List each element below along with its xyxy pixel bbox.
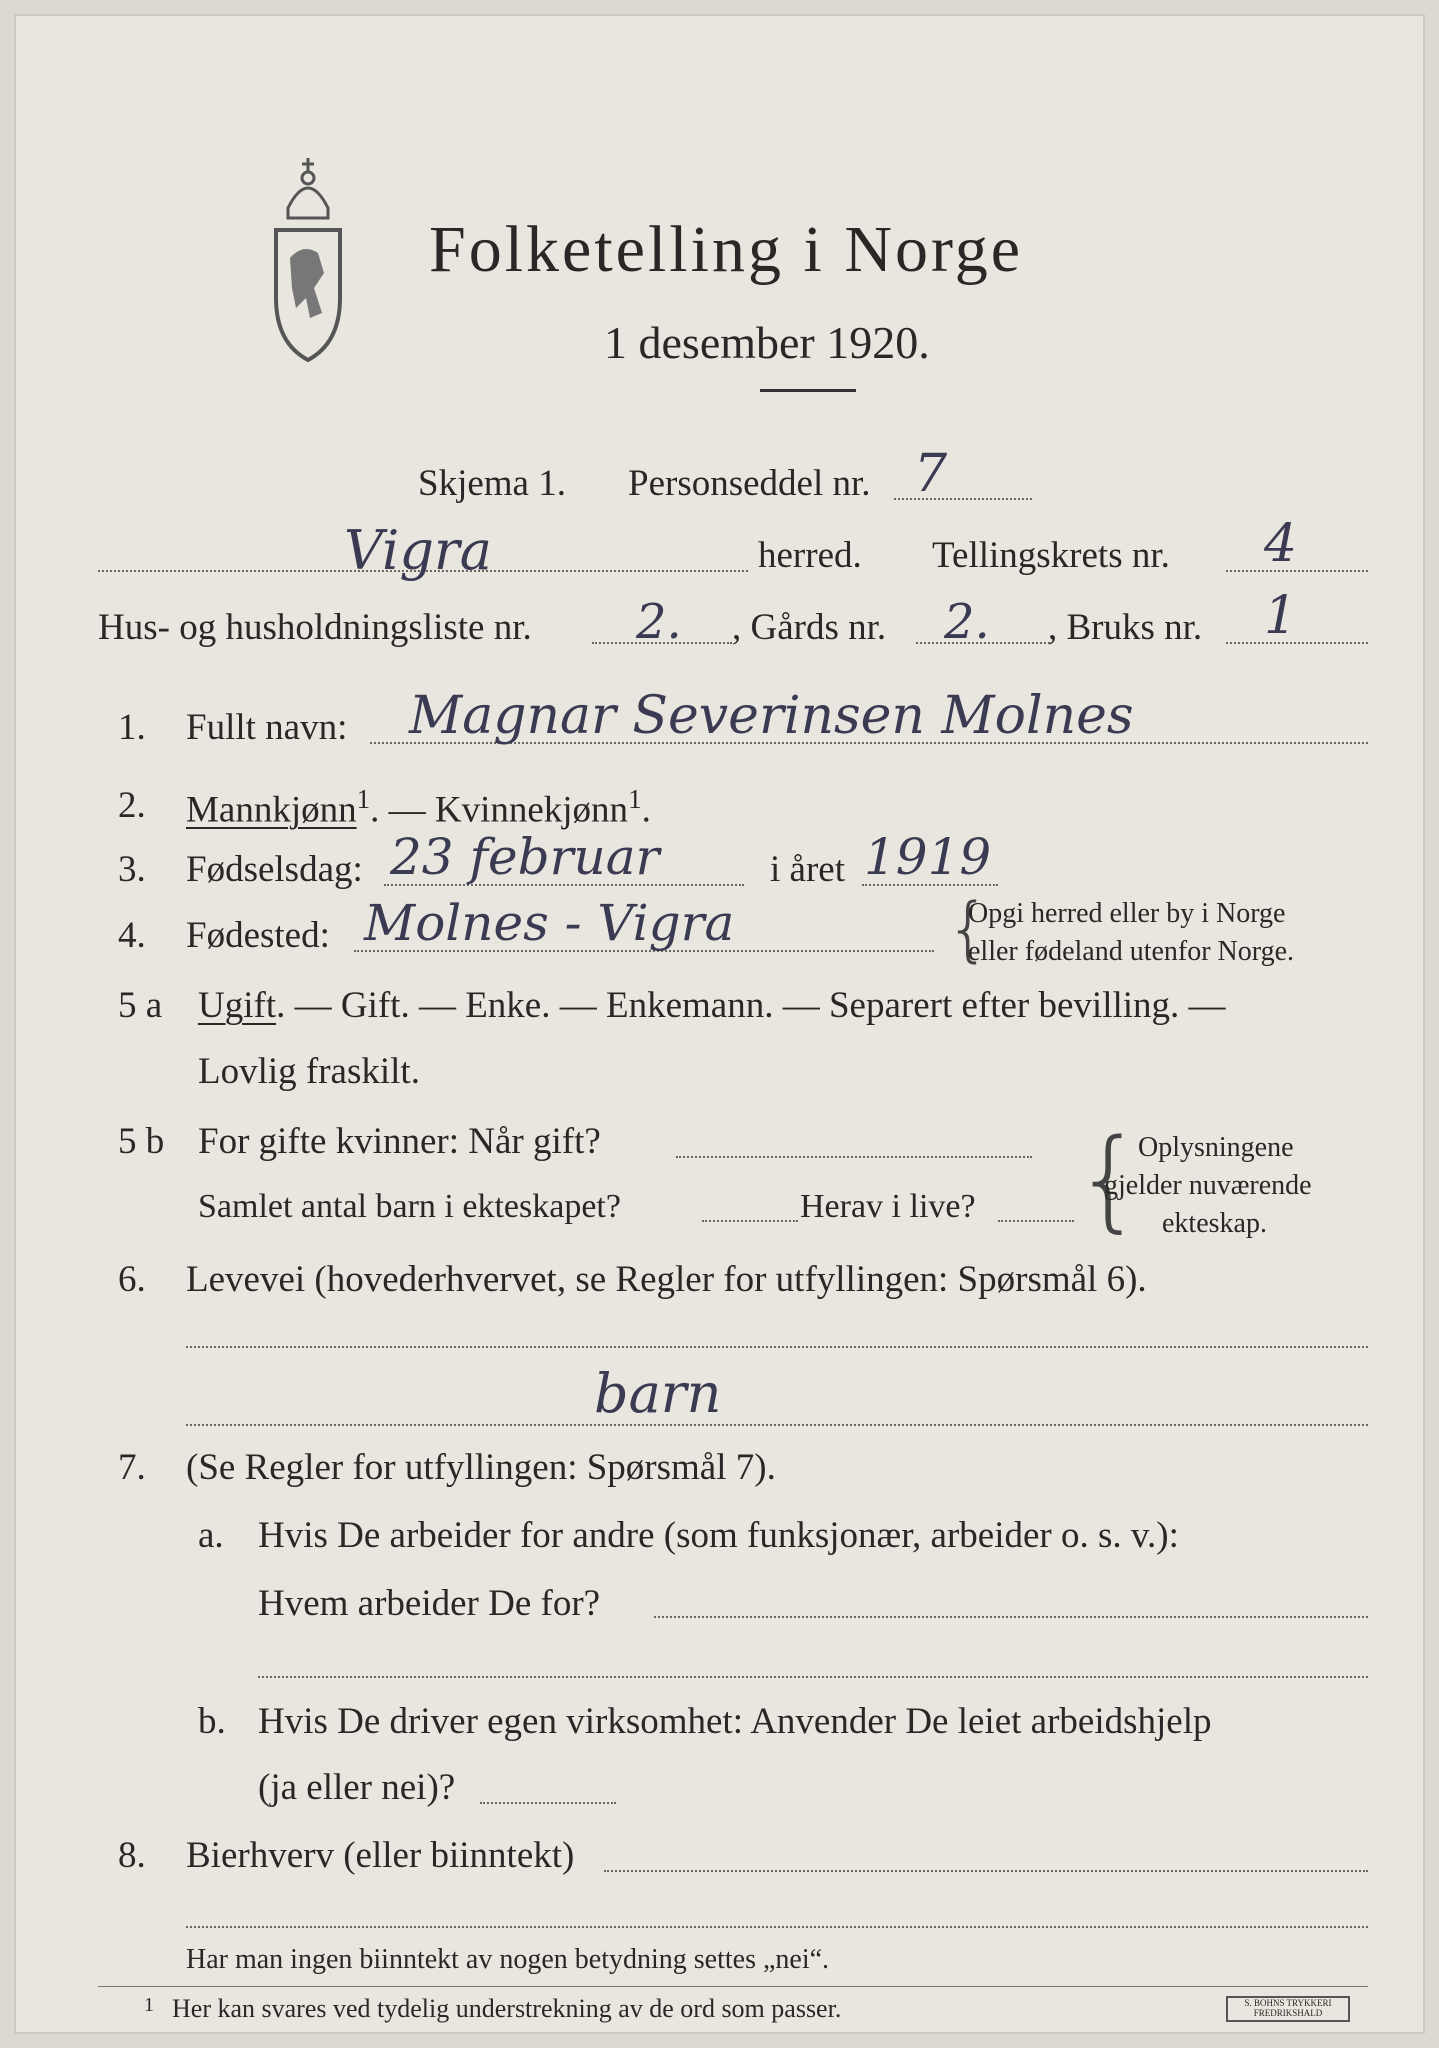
q6-number: 6. [118, 1259, 146, 1300]
q5b-number: 5 b [118, 1121, 165, 1162]
q6-line-1 [186, 1346, 1368, 1348]
occupation-value: barn [594, 1362, 722, 1425]
tellingskrets-label: Tellingskrets nr. [932, 535, 1170, 576]
mannkjonn-option: Mannkjønn [186, 789, 357, 831]
footnote-ref: 1 [356, 784, 371, 814]
q7a-line-1 [654, 1616, 1368, 1618]
footer-rule [98, 1986, 1368, 1987]
bruks-value: 1 [1264, 586, 1298, 646]
q4-label: Fødested: [186, 915, 330, 956]
q8-label: Bierhverv (eller biinntekt) [186, 1835, 575, 1876]
q6-label: Levevei (hovederhvervet, se Regler for utfyllingen: Spørsmål 6). [186, 1259, 1147, 1300]
q7b-line [480, 1802, 616, 1804]
q7b-text: Hvis De driver egen virksomhet: Anvender De leiet arbeidshjelp [258, 1701, 1212, 1742]
q1-label: Fullt navn: [186, 707, 348, 748]
q4-number: 4. [118, 915, 146, 956]
q5b-line-2 [702, 1220, 798, 1222]
q7b-letter: b. [198, 1701, 226, 1742]
skjema-label: Skjema 1. [418, 463, 566, 504]
q7a-text-2: Hvem arbeider De for? [258, 1583, 601, 1624]
census-date: 1 desember 1920. [604, 317, 930, 368]
q5a-number: 5 a [118, 985, 163, 1026]
kvinnekjonn-option: . — Kvinnekjønn [370, 789, 629, 831]
q5b-label-1: For gifte kvinner: Når gift? [198, 1121, 601, 1162]
q7a-text: Hvis De arbeider for andre (som funksjonær, arbeider o. s. v.): [258, 1515, 1179, 1556]
form-title: Folketelling i Norge [429, 213, 1024, 286]
q6-line-2 [186, 1424, 1368, 1426]
footnote-ref: 1 [628, 784, 642, 814]
q8-number: 8. [118, 1835, 146, 1876]
q8-line-1 [604, 1870, 1368, 1872]
ugift-option: Ugift [198, 985, 277, 1026]
q7a-line-2 [258, 1676, 1368, 1678]
title-rule [760, 389, 856, 392]
coat-of-arms-icon [258, 148, 358, 368]
q5b-line-1 [676, 1156, 1032, 1158]
q7a-letter: a. [198, 1515, 224, 1556]
birthday-value: 23 februar [390, 828, 660, 886]
herred-label: herred. [758, 535, 862, 576]
birth-year-value: 1919 [864, 828, 992, 886]
q5a-row [198, 984, 1226, 1027]
q7-number: 7. [118, 1447, 146, 1488]
footnote-number: 1 [144, 1994, 154, 2016]
husliste-label: Hus- og husholdningsliste nr. [98, 607, 532, 648]
q5b-note-3: ekteskap. [1162, 1208, 1267, 1239]
q5b-note-1: Oplysningene [1138, 1132, 1294, 1163]
year-label: i året [770, 849, 845, 890]
q2-row [186, 784, 651, 831]
q2-end: . [641, 789, 651, 831]
personseddel-value: 7 [914, 444, 948, 504]
herred-value: Vigra [344, 519, 492, 582]
q7-label: (Se Regler for utfyllingen: Spørsmål 7). [186, 1447, 776, 1488]
q3-number: 3. [118, 849, 146, 890]
q1-number: 1. [118, 707, 146, 748]
q8-line-2 [186, 1926, 1368, 1928]
personseddel-label: Personseddel nr. [628, 463, 871, 504]
q2-number: 2. [118, 785, 146, 826]
footer-note: Har man ingen biinntekt av nogen betydning settes „nei“. [186, 1944, 830, 1975]
q4-note-1: Opgi herred eller by i Norge [968, 898, 1286, 929]
q3-label: Fødselsdag: [186, 849, 363, 890]
husliste-value: 2. [636, 594, 682, 650]
q7b-text-2: (ja eller nei)? [258, 1767, 456, 1808]
q5b-note-2: gjelder nuværende [1104, 1170, 1312, 1201]
census-form [14, 14, 1425, 2034]
q5b-line-3 [998, 1220, 1074, 1222]
q4-brace: { [946, 888, 991, 970]
q5a-line2: Lovlig fraskilt. [198, 1051, 420, 1092]
gards-value: 2. [944, 594, 990, 650]
q5a-other-options: . — Gift. — Enke. — Enkemann. — Separert efter bevilling. — [276, 985, 1226, 1026]
tellingskrets-value: 4 [1264, 514, 1298, 574]
bruks-label: , Bruks nr. [1048, 607, 1203, 648]
printer-stamp: S. BOHNS TRYKKERI FREDRIKSHALD [1226, 1996, 1350, 2022]
birthplace-value: Molnes - Vigra [364, 894, 735, 952]
footnote-text: Her kan svares ved tydelig understrekning av de ord som passer. [172, 1994, 842, 2023]
q5b-brace: { [1074, 1115, 1144, 1243]
q5b-label-2: Samlet antal barn i ekteskapet? [198, 1188, 621, 1225]
full-name-value: Magnar Severinsen Molnes [409, 686, 1134, 746]
q4-note-2: eller fødeland utenfor Norge. [968, 936, 1295, 967]
q5b-label-3: Herav i live? [800, 1188, 976, 1225]
gards-label: , Gårds nr. [732, 607, 887, 648]
